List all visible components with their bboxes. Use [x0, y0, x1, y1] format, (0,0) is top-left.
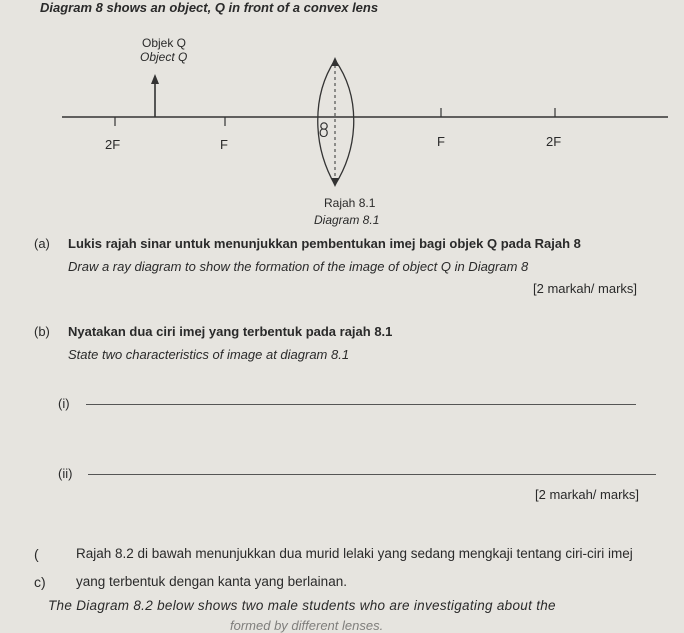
question-c-number: c)	[34, 574, 46, 590]
lens-diagram	[0, 0, 684, 200]
intro-text: Diagram 8 shows an object, Q in front of a convex lens	[40, 0, 379, 15]
label-2f-left: 2F	[105, 137, 121, 152]
question-a-text-ms: Lukis rajah sinar untuk menunjukkan pembentukan imej bagi objek Q pada Rajah 8	[68, 236, 581, 251]
answer-line-ii[interactable]	[88, 474, 656, 475]
caption-rajah-8-1: Rajah 8.1	[324, 196, 376, 210]
caption-diagram-8-1: Diagram 8.1	[314, 213, 380, 227]
answer-line-i[interactable]	[86, 404, 636, 405]
label-o: O	[319, 126, 329, 140]
label-object-q: Object Q	[140, 50, 188, 64]
question-b-item-ii: (ii)	[58, 466, 73, 481]
label-objek-q: Objek Q	[142, 36, 187, 50]
lens-top-arrowhead	[331, 57, 339, 66]
question-b-text-en: State two characteristics of image at diagram 8.1	[68, 347, 350, 362]
question-c-bracket: (	[34, 546, 39, 562]
question-a-number: (a)	[34, 236, 50, 251]
question-b-number: (b)	[34, 324, 50, 339]
question-a-text-en: Draw a ray diagram to show the formation of the image of object Q in Diagram 8	[68, 259, 529, 274]
object-q-arrowhead	[151, 74, 159, 84]
question-b-item-i: (i)	[58, 396, 70, 411]
label-f-right: F	[437, 134, 445, 149]
label-2f-right: 2F	[546, 134, 562, 149]
question-c-line4: formed by different lenses.	[230, 618, 384, 633]
question-c-line2: yang terbentuk dengan kanta yang berlainan.	[76, 574, 347, 589]
question-c-line3: The Diagram 8.2 below shows two male students who are investigating about the	[48, 598, 556, 613]
question-b-text-ms: Nyatakan dua ciri imej yang terbentuk pada rajah 8.1	[68, 324, 393, 339]
question-b-marks: [2 markah/ marks]	[535, 487, 640, 502]
label-f-left: F	[220, 137, 228, 152]
question-a-marks: [2 markah/ marks]	[533, 281, 638, 296]
question-c-line1: Rajah 8.2 di bawah menunjukkan dua murid lelaki yang sedang mengkaji tentang ciri-ciri imej	[76, 546, 633, 561]
